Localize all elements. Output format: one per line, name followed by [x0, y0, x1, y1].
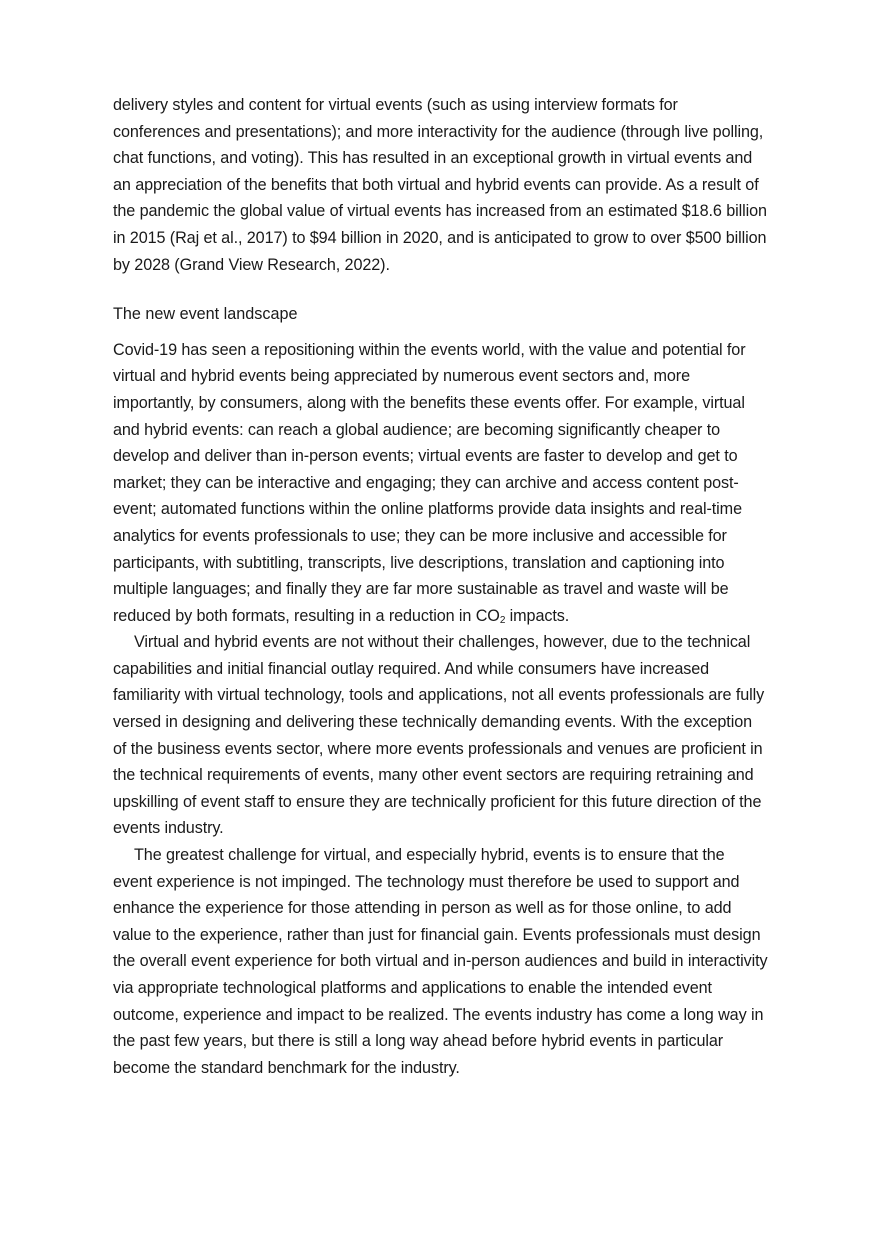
paragraph-1 — [113, 337, 768, 630]
paragraph-2: Virtual and hybrid events are not without their challenges, however, due to the technical capabilities and initial financial outlay required. And while consumers have increased familiarity with virtual technology, tools and applications, not all events professionals are fully versed in designing and delivering these technically demanding events. With the exception of the business events sector, where more events professionals and venues are proficient in the technical requirements of events, many other event sectors are requiring retraining and upskilling of event staff to ensure they are technically proficient for this future direction of the events industry. — [113, 633, 765, 838]
intro-paragraph: delivery styles and content for virtual events (such as using interview formats for conferences and presentations); and more interactivity for the audience (through live polling, chat functions, and voting). This has resulted in an exceptional growth in virtual events and an appreciation of the benefits that both virtual and hybrid events can provide. As a result of the pandemic the global value of virtual events has increased from an estimated $18.6 billion in 2015 (Raj et al., 2017) to $94 billion in 2020, and is anticipated to grow to over $500 billion by 2028 (Grand View Research, 2022). — [113, 96, 767, 274]
paragraph-3: The greatest challenge for virtual, and especially hybrid, events is to ensure that the event experience is not impinged. The technology must therefore be used to support and enhance the experience for those attending in person as well as for those online, to add value to the experience, rather than just for financial gain. Events professionals must design the overall event experience for both virtual and in-person audiences and build in interactivity via appropriate technological platforms and applications to enable the intended event outcome, experience and impact to be realized. The events industry has come a long way in the past few years, but there is still a long way ahead before hybrid events in particular become the standard benchmark for the industry. — [113, 846, 768, 1077]
paragraph-1-end-text: impacts. — [505, 606, 570, 625]
paragraph-1-main-text: Covid-19 has seen a repositioning within the events world, with the value and potential for virtual and hybrid events being appreciated by numerous event sectors and, more importantly, by consumers, along with the benefits these events offer. For example, virtual and hybrid events: can reach a global audience; are becoming significantly cheaper to develop and deliver than in-person events; virtual events are faster to develop and get to market; they can be interactive and engaging; they can archive and access content post-event; automated functions within the online platforms provide data insights and real-time analytics for events professionals to use; they can be more inclusive and accessible for participants, with subtitling, transcripts, live descriptions, translation and captioning into multiple languages; and finally they are far more sustainable as travel and waste will be reduced by both formats, resulting in a reduction in CO — [113, 340, 746, 625]
co2-subscript: 2 — [499, 614, 506, 626]
section-heading: The new event landscape — [113, 305, 298, 324]
document-page — [113, 92, 768, 1081]
